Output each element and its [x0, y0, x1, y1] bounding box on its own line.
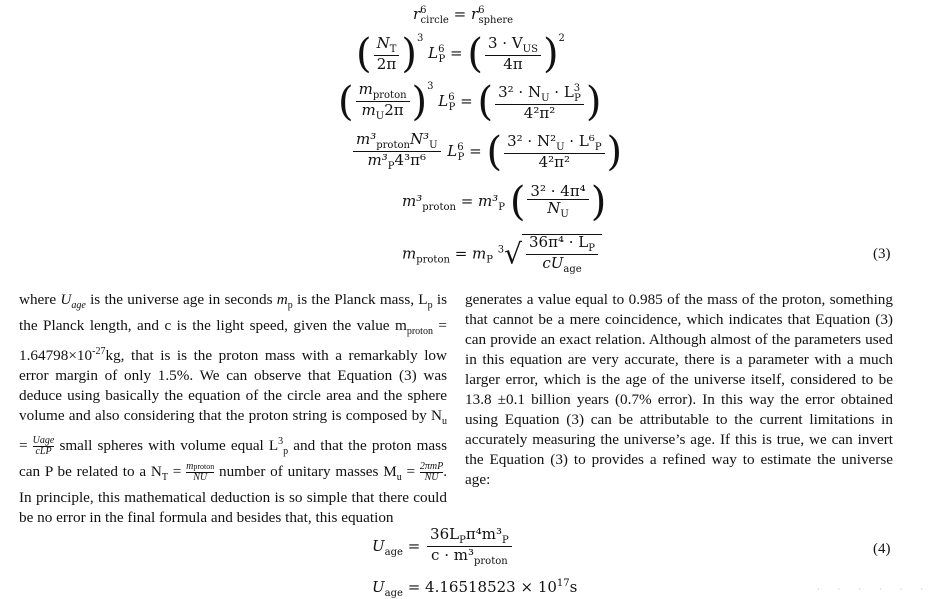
denominator: cL [35, 446, 46, 458]
subscript: U [429, 140, 438, 151]
fraction [427, 527, 512, 567]
value: = 4.16518523 × 10 [407, 578, 557, 596]
right-paren: ) [411, 79, 428, 125]
numerator: m [358, 80, 373, 98]
equation-universe-age-value [372, 579, 577, 599]
text: = 1.64798×10 [19, 317, 447, 365]
subscript: P [486, 254, 493, 266]
subscript: U [541, 92, 550, 104]
eq-symbol: r [470, 5, 479, 23]
denominator: 4²π² [538, 153, 571, 171]
text: = [167, 463, 187, 481]
fraction [356, 82, 410, 122]
symbol: L [447, 142, 458, 160]
power: 6 [448, 92, 455, 103]
text: . In principle, this mathematical deduction is so simple that there could be no error in the final formula and besides that, this equation [19, 463, 447, 527]
denominator: m [361, 101, 376, 119]
eq-power: 6 [420, 5, 427, 16]
right-column-text: generates a value equal to 0.985 of the mass of the proton, something that cannot be a mere coincidence, which indicates that Equation (3) can provide an exact relation. Although almost of the parameters used in this equation are very accurate, there is a parameter with a much larger error, which is the age of the universe itself, considered to be 13.8 ±0.1 billion years (0.7% error). In this way the error obtained using Equation (3) can be attributable to the current limitations in accurately measuring the universe’s age. If this is true, we can invert the Equation (3) to provides a refined way to estimate the universe age: [465, 291, 893, 488]
equation-3: $m_{proton} = m_P$ $^3$√ $\frac{36\pi^4 \cdot L_P}{cU_{age}}$ [402, 234, 602, 275]
text: is the universe age in seconds [85, 291, 277, 308]
subscript: P [501, 535, 509, 546]
subscript: u [396, 472, 402, 484]
numerator: 3² · N [498, 82, 542, 101]
power: 2 [558, 33, 565, 44]
decorative-dots: · · · · · · [817, 585, 931, 594]
subscript: P [45, 446, 52, 458]
right-paren: ) [542, 31, 559, 77]
power: 6 [457, 142, 464, 153]
text: small spheres with volume equal L [54, 437, 279, 455]
numerator-tail: · L⁶ [564, 132, 595, 150]
symbol: U [372, 537, 385, 555]
denominator: c · m³ [431, 546, 474, 564]
power: 17 [556, 578, 570, 589]
unit: s [569, 578, 578, 596]
left-paren: ( [486, 129, 503, 175]
subscript: P [574, 92, 581, 104]
numerator: 3 · V [487, 34, 523, 52]
fraction [495, 84, 584, 121]
equation-number-4: (4) [873, 541, 891, 557]
numerator: m³ [356, 130, 377, 148]
text: is the Planck length, and c is the light speed, given the value m [19, 291, 447, 335]
numerator: 2πm [419, 461, 438, 473]
numerator-tail: N³ [409, 130, 430, 148]
subscript: U [199, 472, 208, 484]
equation-3b: $\frac{m^3_{proton}N^3_U}{m^3_P4^3\pi^6}$ $L^6_P$ = ( $\frac{3^2 \cdot N^2_U \cdot L^6_P}{\text{4²π²}}$ ) [351, 132, 622, 172]
power: 3 [417, 33, 424, 44]
denominator: 4²π² [523, 103, 556, 122]
symbol: U [372, 578, 385, 596]
eq-symbol: r [413, 5, 421, 23]
fraction [353, 132, 441, 172]
numerator: 36L [430, 525, 460, 543]
root-index: 3 [497, 244, 505, 256]
inline-fraction [33, 436, 55, 457]
denominator: N [193, 472, 200, 484]
denominator-tail: 4³π⁶ [394, 151, 426, 169]
fraction [527, 184, 588, 220]
numerator: m [186, 461, 194, 473]
left-paren: ( [338, 79, 354, 125]
left-paren: ( [356, 31, 372, 77]
subscript: U [431, 472, 439, 484]
symbol: m [402, 244, 417, 263]
subscript: age [71, 300, 86, 312]
symbol: L [428, 44, 439, 62]
symbol: m³ [478, 192, 499, 210]
radical-sign: √ [504, 237, 522, 271]
denominator: N [424, 472, 432, 484]
subscript: U [375, 111, 385, 122]
subscript: US [522, 44, 538, 55]
numerator: 3² · 4π⁴ [527, 184, 588, 200]
right-paren: ) [606, 129, 623, 175]
subscript: age [563, 264, 582, 275]
subscript: P [448, 102, 456, 113]
equation-3a: ( $\frac{m_{proton}}{m_U2\pi}$ )$^3$ $L^6_P$ = ( $\frac{3^2 \cdot N_U \cdot L^3_P}{\text{4²π²}}$ ) [338, 79, 602, 125]
subscript: proton [474, 556, 508, 567]
fraction [504, 134, 604, 170]
denominator: m³ [367, 151, 388, 169]
denominator: 4π [503, 55, 523, 73]
equation-4: $U_{age}$ = $\frac{36L_P\pi^4m^3_P}{c \cdot m^3_{proton}}$ [372, 527, 514, 567]
inline-fraction [420, 462, 443, 483]
subscript: p [283, 446, 289, 458]
power: 3 [573, 82, 581, 94]
inline-fraction [186, 462, 214, 483]
numerator: 36π⁴ · L [529, 233, 589, 251]
subscript: U [556, 142, 565, 153]
symbol: L [438, 92, 449, 110]
subscript: age [39, 435, 55, 447]
subscript: P [387, 161, 395, 172]
numerator: 3² · N² [507, 132, 557, 150]
fraction [374, 36, 400, 72]
radicand [522, 234, 602, 275]
numerator: N [376, 34, 390, 52]
numerator-tail: · L [549, 82, 574, 101]
denominator: N [547, 199, 561, 217]
text: kg, that is is the proton mass with a remarkably low error margin of only 1.5%. We can observe that Equation (3) was deduce using basically the equation of the circle area and the sphere volume and also considering that the proton string is composed by N [19, 347, 447, 425]
symbol: m [472, 244, 487, 263]
equation-2: ( $\frac{N_T}{2\pi}$ )$^3$ $L^6_P$ = ( $\frac{3 \cdot V_{US}}{4\pi}$ )$^2$ [356, 31, 565, 77]
subscript: T [161, 472, 168, 484]
subscript: P [459, 535, 466, 546]
subscript: proton [422, 202, 456, 213]
eq-subscript: sphere [478, 15, 514, 26]
subscript: P [437, 461, 444, 473]
denominator: cU [542, 254, 564, 272]
subscript: proton [406, 326, 433, 338]
text: = [19, 437, 33, 455]
subscript: p [427, 300, 433, 312]
right-paren: ) [590, 179, 607, 225]
exponent: -27 [92, 346, 106, 358]
left-paren: ( [477, 79, 494, 125]
text: and that the proton mass can P be related to a N [19, 437, 447, 481]
subscript: P [588, 243, 595, 254]
left-paren: ( [509, 179, 526, 225]
equation-3c: $m^3_{proton} = m^3_P$ ( $\frac{\text{3² · 4π⁴}}{N_U}$ ) [402, 179, 607, 225]
subscript: age [384, 547, 403, 558]
left-column-text [19, 290, 447, 528]
text: = [401, 463, 420, 481]
subscript: proton [193, 462, 215, 472]
right-paren: ) [585, 79, 602, 125]
exponent: 3 [278, 436, 284, 448]
eq-subscript: circle [420, 15, 449, 26]
symbol: U [60, 291, 72, 308]
symbol: m³ [402, 192, 423, 210]
right-paren: ) [401, 31, 418, 77]
text: number of unitary masses M [214, 463, 397, 481]
text: is the Planck mass, L [292, 291, 428, 308]
symbol: m [276, 291, 288, 308]
subscript: p [287, 300, 293, 312]
equation-number-3: (3) [873, 246, 891, 262]
subscript: proton [372, 90, 407, 101]
subscript: P [594, 142, 602, 153]
eq-power: 6 [478, 5, 485, 16]
text: where [19, 291, 61, 308]
subscript: proton [416, 254, 450, 266]
numerator-tail: π⁴m³ [465, 525, 502, 543]
power: 3 [427, 81, 434, 92]
subscript: proton [376, 140, 410, 151]
subscript: age [384, 588, 403, 599]
subscript: P [457, 152, 465, 163]
subscript: U [560, 209, 569, 220]
denominator-tail: 2π [384, 101, 404, 119]
subscript: u [442, 416, 447, 428]
subscript: P [438, 54, 446, 65]
subscript: P [498, 202, 506, 213]
numerator: U [32, 435, 40, 447]
equation-circle-sphere: $r^6_{circle} = r^6_{sphere}$ [413, 5, 514, 26]
left-paren: ( [467, 31, 483, 77]
denominator: 2π [376, 55, 397, 73]
subscript: T [389, 44, 397, 55]
fraction [485, 36, 541, 72]
power: 6 [438, 44, 445, 55]
